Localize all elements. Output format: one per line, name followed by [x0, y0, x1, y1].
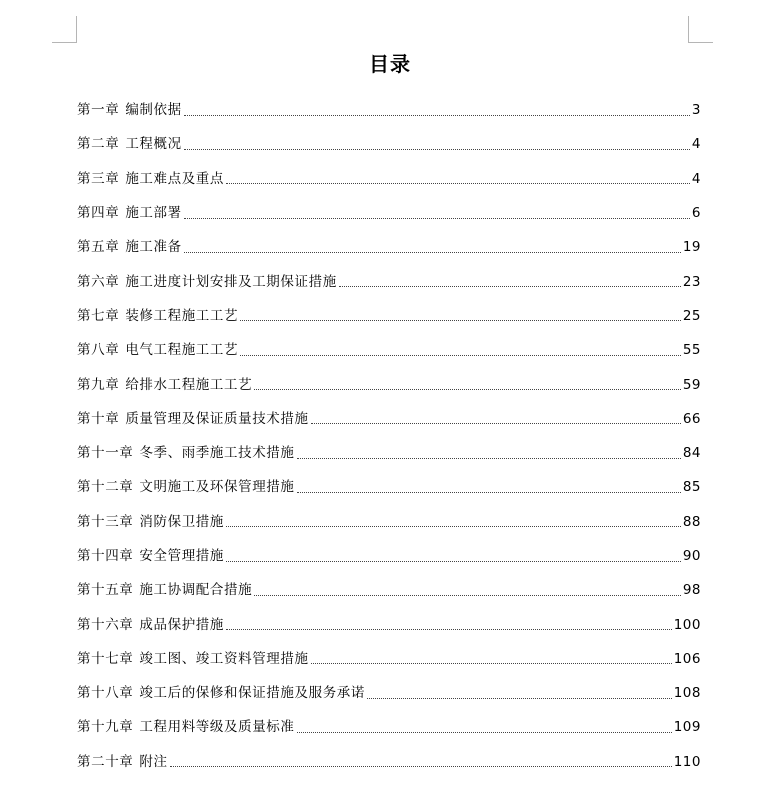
toc-chapter-title: 施工难点及重点	[125, 170, 225, 187]
toc-chapter-number: 第三章	[77, 170, 120, 187]
toc-page-number: 108	[673, 685, 701, 702]
toc-entry[interactable]	[77, 642, 701, 676]
crop-mark-top-left	[52, 16, 77, 43]
toc-chapter-title: 成品保护措施	[139, 616, 225, 633]
toc-chapter-title: 施工准备	[125, 239, 182, 256]
toc-page-number: 59	[682, 376, 701, 393]
toc-dot-leader	[297, 458, 681, 459]
toc-entry-label	[77, 546, 224, 566]
toc-page-number: 4	[691, 170, 701, 187]
toc-page-number: 3	[691, 102, 701, 119]
toc-entry[interactable]	[77, 539, 701, 573]
toc-chapter-number: 第十四章	[77, 548, 134, 564]
toc-entry[interactable]	[77, 745, 701, 779]
toc-page-number: 23	[682, 273, 701, 290]
toc-chapter-title: 竣工图、竣工资料管理措施	[139, 650, 309, 667]
toc-chapter-title: 施工进度计划安排及工期保证措施	[125, 273, 337, 290]
toc-entry[interactable]	[77, 264, 701, 298]
toc-entry-label	[77, 375, 252, 395]
toc-dot-leader	[184, 218, 690, 219]
toc-entry[interactable]	[77, 333, 701, 367]
toc-chapter-title: 安全管理措施	[139, 548, 225, 564]
toc-chapter-title: 冬季、雨季施工技术措施	[139, 445, 295, 462]
toc-page-number: 88	[682, 513, 701, 530]
toc-entry-label	[77, 272, 337, 292]
toc-chapter-title: 编制依据	[125, 102, 182, 119]
toc-entry-label	[77, 237, 182, 257]
table-of-contents	[77, 93, 701, 779]
toc-chapter-number: 第六章	[77, 273, 120, 290]
toc-entry[interactable]	[77, 505, 701, 539]
toc-chapter-number: 第九章	[77, 376, 120, 393]
toc-entry-label	[77, 409, 309, 429]
toc-chapter-title: 质量管理及保证质量技术措施	[125, 410, 309, 427]
toc-dot-leader	[311, 423, 681, 424]
toc-chapter-number: 第十八章	[77, 685, 134, 702]
toc-chapter-title: 电气工程施工工艺	[125, 342, 239, 359]
toc-dot-leader	[367, 698, 672, 699]
toc-chapter-number: 第十九章	[77, 719, 134, 736]
toc-entry[interactable]	[77, 196, 701, 230]
toc-chapter-number: 第十七章	[77, 650, 134, 667]
toc-entry[interactable]	[77, 436, 701, 470]
toc-title: 目录	[369, 52, 411, 76]
toc-page-number: 85	[682, 479, 701, 496]
toc-page-number: 100	[673, 616, 701, 633]
toc-entry[interactable]	[77, 402, 701, 436]
toc-entry-label	[77, 100, 182, 120]
toc-entry-label	[77, 649, 309, 669]
toc-dot-leader	[184, 252, 681, 253]
toc-chapter-number: 第七章	[77, 307, 120, 324]
toc-entry-label	[77, 306, 238, 326]
toc-chapter-number: 第十五章	[77, 582, 134, 599]
toc-entry[interactable]	[77, 607, 701, 641]
toc-chapter-number: 第十一章	[77, 445, 134, 462]
toc-chapter-title: 施工部署	[125, 205, 182, 222]
toc-chapter-title: 工程用料等级及质量标准	[139, 719, 295, 736]
toc-chapter-number: 第五章	[77, 239, 120, 256]
toc-entry[interactable]	[77, 676, 701, 710]
toc-chapter-number: 第十二章	[77, 479, 134, 496]
toc-entry-label	[77, 752, 168, 772]
toc-page-number: 110	[673, 753, 701, 770]
toc-chapter-title: 附注	[139, 753, 168, 770]
toc-entry-label	[77, 477, 295, 497]
toc-page-number: 98	[682, 582, 701, 599]
toc-entry-label	[77, 169, 224, 189]
toc-chapter-title: 消防保卫措施	[139, 513, 225, 530]
toc-chapter-number: 第十六章	[77, 616, 134, 633]
toc-dot-leader	[170, 766, 672, 767]
toc-entry-label	[77, 134, 182, 154]
toc-chapter-number: 第十章	[77, 410, 120, 427]
toc-entry-label	[77, 580, 252, 600]
toc-dot-leader	[226, 526, 681, 527]
toc-chapter-number: 第一章	[77, 102, 120, 119]
toc-dot-leader	[339, 286, 681, 287]
toc-dot-leader	[184, 149, 690, 150]
toc-dot-leader	[240, 320, 681, 321]
toc-dot-leader	[297, 492, 681, 493]
toc-dot-leader	[311, 663, 672, 664]
toc-page-number: 6	[691, 205, 701, 222]
toc-chapter-number: 第十三章	[77, 513, 134, 530]
toc-entry[interactable]	[77, 127, 701, 161]
toc-chapter-title: 装修工程施工工艺	[125, 307, 239, 324]
toc-entry-label	[77, 203, 182, 223]
toc-chapter-number: 第二十章	[77, 753, 134, 770]
toc-chapter-number: 第四章	[77, 205, 120, 222]
toc-chapter-title: 竣工后的保修和保证措施及服务承诺	[139, 685, 366, 702]
toc-chapter-number: 第八章	[77, 342, 120, 359]
toc-entry-label	[77, 615, 224, 635]
toc-dot-leader	[254, 389, 681, 390]
toc-entry[interactable]	[77, 299, 701, 333]
toc-page-number: 4	[691, 136, 701, 153]
toc-page-number: 66	[682, 410, 701, 427]
toc-page-number: 109	[673, 719, 701, 736]
toc-chapter-number: 第二章	[77, 136, 120, 153]
toc-page-number: 106	[673, 650, 701, 667]
toc-entry-label	[77, 683, 365, 703]
toc-page-number: 25	[682, 307, 701, 324]
toc-chapter-title: 给排水工程施工工艺	[125, 376, 253, 393]
toc-entry[interactable]	[77, 93, 701, 127]
toc-dot-leader	[226, 629, 672, 630]
toc-page-number: 55	[682, 342, 701, 359]
toc-entry[interactable]	[77, 367, 701, 401]
toc-entry[interactable]	[77, 470, 701, 504]
toc-entry-label	[77, 443, 295, 463]
crop-mark-top-right	[688, 16, 713, 43]
toc-dot-leader	[184, 115, 690, 116]
toc-entry[interactable]	[77, 573, 701, 607]
toc-entry[interactable]	[77, 710, 701, 744]
toc-dot-leader	[240, 355, 681, 356]
toc-page-number: 84	[682, 445, 701, 462]
toc-page-number: 90	[682, 548, 701, 564]
toc-chapter-title: 文明施工及环保管理措施	[139, 479, 295, 496]
toc-entry[interactable]	[77, 162, 701, 196]
toc-dot-leader	[226, 561, 681, 562]
toc-entry-label	[77, 717, 295, 737]
toc-entry-label	[77, 340, 238, 360]
toc-entry[interactable]	[77, 230, 701, 264]
toc-page-number: 19	[682, 239, 701, 256]
toc-dot-leader	[226, 183, 690, 184]
toc-entry-label	[77, 512, 224, 532]
toc-chapter-title: 工程概况	[125, 136, 182, 153]
toc-dot-leader	[297, 732, 672, 733]
toc-dot-leader	[254, 595, 681, 596]
toc-chapter-title: 施工协调配合措施	[139, 582, 253, 599]
